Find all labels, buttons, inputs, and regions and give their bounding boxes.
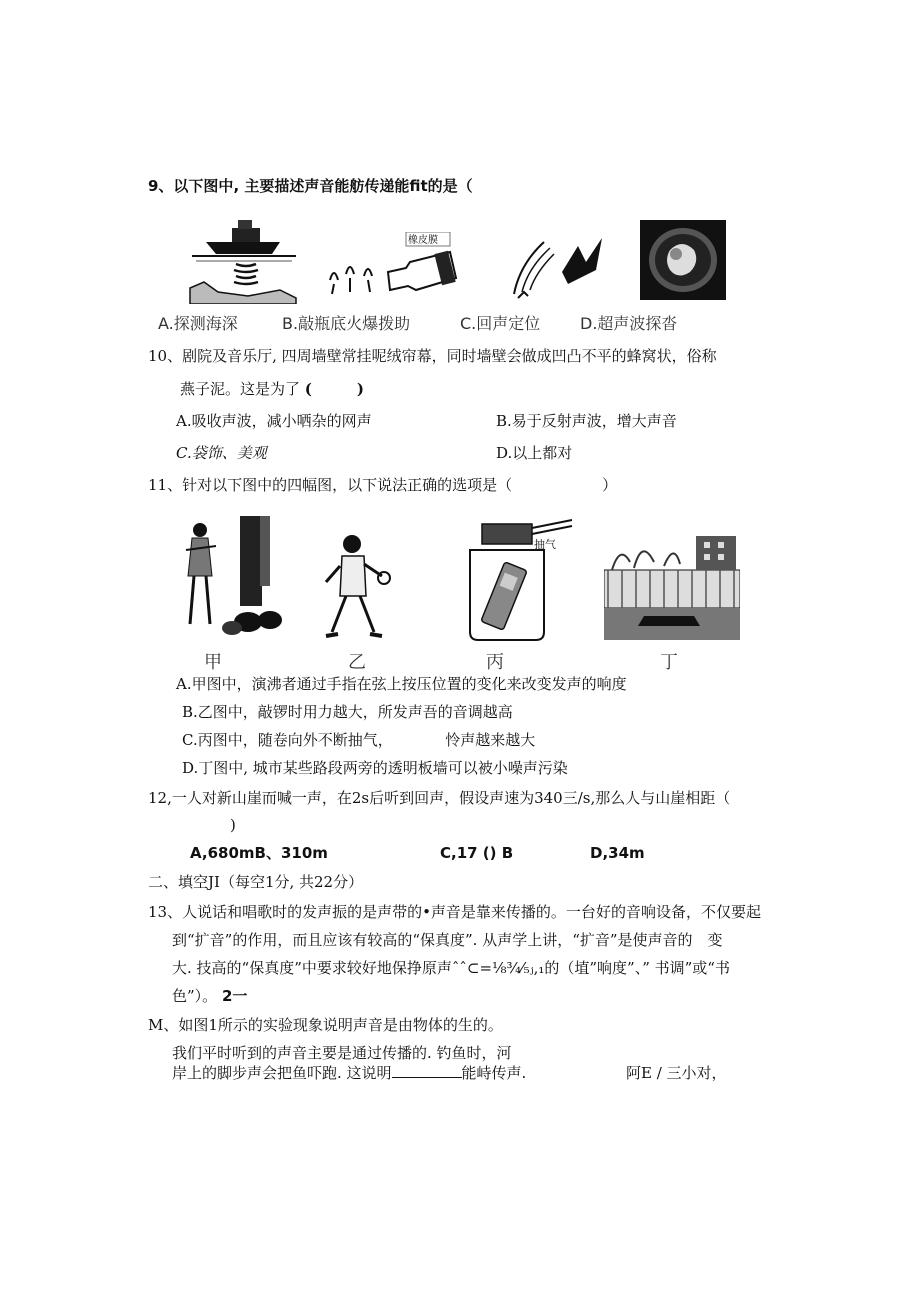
q10-stem-text: 燕子泥。这是为了 <box>180 380 301 398</box>
q14-answer-blank <box>392 1063 462 1078</box>
q11-fig-label-jia: 甲 <box>204 652 222 673</box>
q13-line2: 到“扩音”的作用，而且应该有较高的“保真度”. 从声学上讲，“扩音”是使声音的 变 <box>172 931 723 949</box>
q10-option-b: B.易于反射声波，增大声音 <box>496 412 677 430</box>
q11-fig-yi-gong <box>318 530 398 642</box>
bottle-label: 橡皮膜 <box>408 235 438 246</box>
q11-fig-jia-performer <box>176 516 286 642</box>
q13-line4 <box>172 986 247 1006</box>
q11-fig-ding-sound-barrier <box>604 530 740 640</box>
q11-stem: 11、针对以下图中的四幅图，以下说法正确的选项是（ ） <box>148 476 618 494</box>
q12-option-d: D,34m <box>590 844 645 862</box>
q11-option-d: D.丁图中, 城市某些路段两旁的透明板墙可以被小噪声污染 <box>182 759 568 777</box>
q11-fig-label-yi: 乙 <box>348 652 366 673</box>
q11-option-a: A.甲图中，演沸者通过手指在弦上按压位置的变化来改变发声的响度 <box>176 675 627 693</box>
q11-fig-label-ding: 丁 <box>660 652 678 673</box>
q9-fig-boat-sonar <box>188 216 298 304</box>
q14-line2: 我们平时听到的声音主要是通过传播的. 钓鱼时，河 <box>172 1044 512 1062</box>
q10-stem-line2 <box>180 379 364 399</box>
q12-option-ab: A,680mB、310m <box>190 844 328 862</box>
q14-line3 <box>172 1063 526 1083</box>
q14-line3-text-a: 岸上的脚步声会把鱼吓跑. 这说明 <box>172 1064 392 1082</box>
q9-fig-bottle-flame <box>326 232 466 302</box>
q11-fig-bing-bell-jar <box>460 516 580 644</box>
q11-option-b: B.乙图中，敲锣时用力越大，所发声吾的音调越高 <box>182 703 513 721</box>
q10-stem-line1: 10、剧院及音乐厅, 四周墙壁常挂呢绒帘幕，同时墙壁会做成凹凸不平的蜂窝状，俗称 <box>148 347 717 365</box>
q13-line4-text: 色”）。 <box>172 987 218 1005</box>
q13-line1: 13、人说话和唱歌时的发声振的是声带的•声音是靠来传播的。一台好的音响设备，不仅要起 <box>148 903 761 921</box>
q10-option-a: A.吸收声波，减小哂杂的网声 <box>176 412 372 430</box>
q12-option-c: C,17 () B <box>440 844 514 862</box>
q9-stem: 9、以下图中, 主要描述声音能舫传递能fit的是（ <box>148 177 473 195</box>
q14-line3-text-b: 能峙传声. <box>461 1064 527 1082</box>
pump-label: 抽气 <box>534 538 556 551</box>
q9-option-b: B.敲瓶底火爆拨助 <box>282 314 411 333</box>
q14-line1: M、如图1所示的实验现象说明声音是由物体的生的。 <box>148 1016 503 1034</box>
q12-stem-line1: 12,一人对新山崖而喊一声，在2s后听到回声，假设声速为340三/s,那么人与山崖相距（ <box>148 789 731 807</box>
q10-option-d: D.以上都对 <box>496 444 573 462</box>
q9-fig-bat-echolocation <box>510 232 610 302</box>
q9-option-d: D.超声波探沓 <box>580 314 678 333</box>
q9-option-c: C.回声定位 <box>460 314 541 333</box>
q11-option-c: C.丙图中，随卷向外不断抽气， 怜声越来越大 <box>182 731 536 749</box>
q10-option-c: C.袋饰、美观 <box>176 444 267 462</box>
q10-answer-paren: ( ) <box>304 380 364 398</box>
q14-figure-caption: 阿E / 三小对， <box>626 1064 727 1082</box>
q9-fig-ultrasound <box>640 220 726 300</box>
q12-stem-line2: ) <box>230 816 236 834</box>
q11-fig-label-bing: 丙 <box>486 652 504 673</box>
section-2-heading: 二、填空JI（每空1分, 共22分） <box>148 873 364 891</box>
q13-line3: 大. 技高的“保真度”中要求较好地保挣原声ˆˆ⊂=⅛¾⁄₅ⱼ,₁的（埴”响度”、” 书调”或“书 <box>172 959 730 977</box>
q13-mark: 2一 <box>221 987 248 1005</box>
q9-option-a: A.探测海深 <box>158 314 238 333</box>
